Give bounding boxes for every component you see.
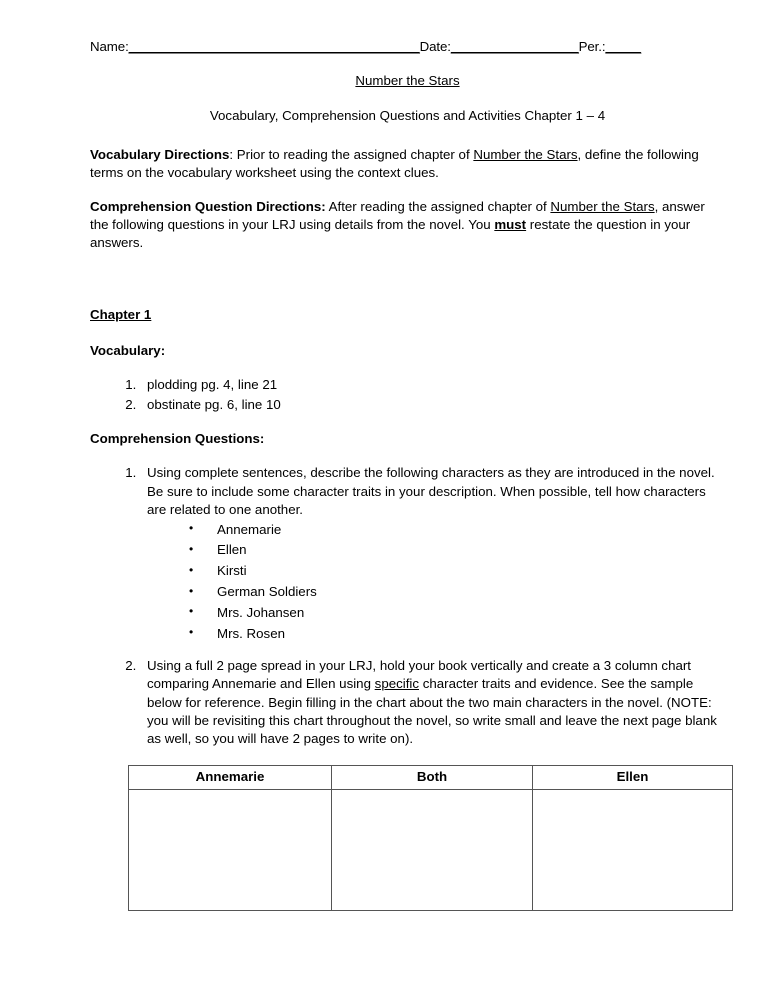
comprehension-directions-text-3: restate the question in your answers.	[90, 217, 691, 251]
column-header-ellen: Ellen	[533, 765, 733, 789]
name-blank[interactable]: _________________________________________	[128, 39, 420, 54]
list-item: • Ellen	[189, 541, 725, 559]
comprehension-directions-label: Comprehension Question Directions:	[90, 198, 326, 214]
question-2-text-1: Using a full 2 page spread in your LRJ, hold your book vertically and create a 3 column chart comparing Annemarie and Ellen using	[147, 658, 691, 692]
cell-both[interactable]	[332, 790, 533, 911]
name-date-period-line	[90, 38, 725, 56]
list-item: • Mrs. Johansen	[189, 604, 725, 622]
comparison-chart	[128, 765, 733, 911]
question-1	[140, 464, 725, 643]
list-item: • Annemarie	[189, 521, 725, 539]
cell-ellen[interactable]	[533, 790, 733, 911]
comprehension-directions-text-2: , answer the following questions in your LRJ using details from the novel. You	[90, 198, 705, 233]
comprehension-directions-text-1: After reading the assigned chapter of	[325, 198, 551, 214]
section-spacer	[90, 268, 725, 306]
worksheet-subtitle: Vocabulary, Comprehension Questions and Activities Chapter 1 – 4	[209, 107, 606, 123]
vocabulary-list	[90, 376, 725, 414]
date-blank[interactable]: __________________	[450, 39, 579, 54]
book-title-text: Number the Stars	[355, 73, 460, 89]
column-header-annemarie: Annemarie	[129, 765, 332, 789]
table-row	[129, 790, 733, 911]
comprehension-directions	[90, 198, 725, 253]
list-item: • German Soldiers	[189, 583, 725, 601]
book-title	[90, 72, 725, 90]
vocabulary-heading: Vocabulary:	[90, 343, 166, 359]
cell-annemarie[interactable]	[129, 790, 332, 911]
comprehension-questions-list	[90, 464, 725, 748]
question-2-emphasis: specific	[374, 676, 420, 692]
vocabulary-directions-text-1: : Prior to reading the assigned chapter of	[229, 147, 474, 163]
list-item: 2. obstinate pg. 6, line 10	[140, 396, 725, 414]
question-2	[140, 657, 725, 749]
date-label: Date:	[419, 39, 451, 54]
comprehension-questions-heading: Comprehension Questions:	[90, 431, 265, 447]
question-1-text: Using complete sentences, describe the following characters as they are introduced in the novel. Be sure to include some character traits in your description. When possible, tell how characters are related to one another.	[147, 465, 715, 518]
vocabulary-directions-label: Vocabulary Directions	[90, 147, 230, 163]
comprehension-directions-emphasis: must	[494, 217, 527, 233]
list-item: • Mrs. Rosen	[189, 625, 725, 643]
character-bullet-list	[147, 521, 725, 644]
column-header-both: Both	[332, 765, 533, 789]
period-blank[interactable]: _____	[605, 39, 641, 54]
vocabulary-directions-book-title: Number the Stars	[473, 147, 578, 163]
name-label: Name:	[90, 39, 129, 54]
question-2-text-2: character traits and evidence. See the sample below for reference. Begin filling in the chart about the two main characters in the novel. (NOTE: you will be revisiting this chart throughout the novel, so write small and leave the next page blank as well, so you will have 2 pages to write on).	[147, 676, 717, 747]
period-label: Per.:	[578, 39, 606, 54]
list-item: 1. plodding pg. 4, line 21	[140, 376, 725, 394]
list-item: • Kirsti	[189, 562, 725, 580]
vocabulary-directions	[90, 146, 725, 183]
vocabulary-directions-text-2: , define the following terms on the vocabulary worksheet using the context clues.	[90, 147, 699, 181]
document-body	[90, 38, 725, 911]
comprehension-directions-book-title: Number the Stars	[550, 198, 655, 214]
chapter-heading: Chapter 1	[90, 306, 152, 322]
table-header-row	[129, 765, 733, 789]
